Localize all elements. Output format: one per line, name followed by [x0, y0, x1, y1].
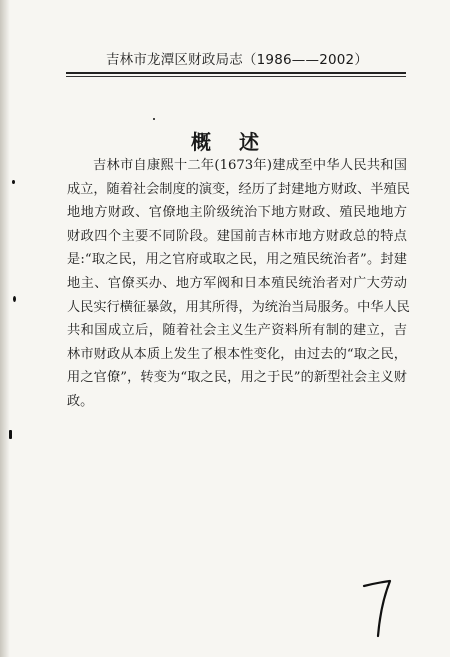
scan-speck [9, 430, 12, 439]
scan-speck [12, 180, 15, 184]
text-line: 人民实行横征暴敛，用其所得，为统治当局服务。中华人民 [67, 299, 410, 315]
text-line: 共和国成立后，随着社会主义生产资料所有制的建立，吉 [67, 323, 407, 339]
handwritten-page-number [360, 578, 400, 640]
text-line: 林市财政从本质上发生了根本性变化，由过去的“取之民， [67, 346, 407, 362]
header-rule [66, 72, 406, 74]
text-line: 地主、官僚买办、地方军阀和日本殖民统治者对广大劳动 [67, 275, 407, 291]
scan-edge-shadow [0, 0, 10, 657]
text-line: 地地方财政、官僚地主阶级统治下地方财政、殖民地地方 [67, 205, 407, 221]
header-rule-thin [66, 76, 406, 77]
running-header: 吉林市龙潭区财政局志（1986——2002） [105, 52, 369, 68]
scan-speck [13, 296, 16, 302]
chapter-title: 概述 [191, 130, 287, 154]
text-line: 成立，随着社会制度的演变，经历了封建地方财政、半殖民 [67, 181, 410, 197]
scan-speck [153, 118, 155, 120]
text-line: 吉林市自康熙十二年(1673年)建成至中华人民共和国 [93, 158, 407, 173]
text-line: 政。 [67, 393, 94, 409]
body-paragraph [67, 154, 410, 414]
text-line: 是:“取之民，用之官府或取之民，用之殖民统治者”。封建 [67, 252, 407, 268]
text-line: 财政四个主要不同阶段。建国前吉林市地方财政总的特点 [67, 228, 407, 244]
text-line: 用之官僚”，转变为“取之民，用之于民”的新型社会主义财 [67, 370, 407, 386]
